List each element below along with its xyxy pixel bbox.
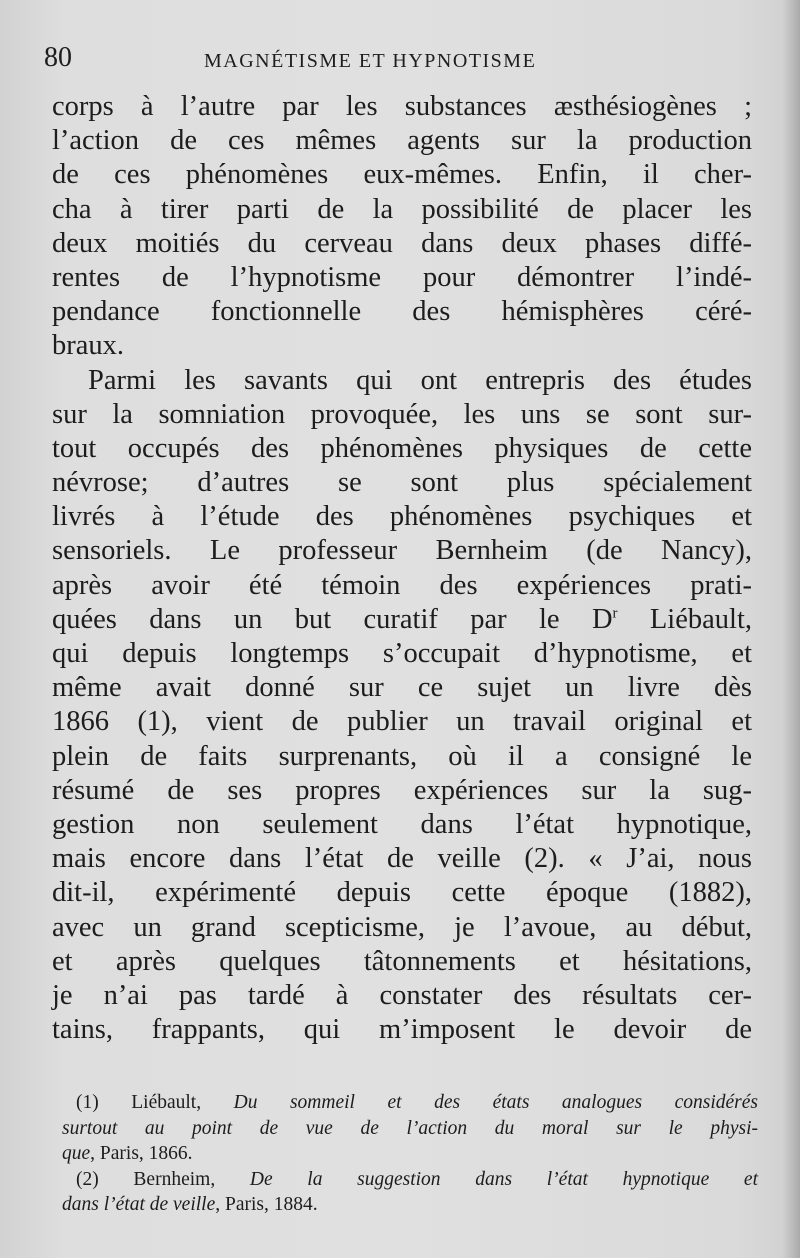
footnote-1-line: [62, 1090, 758, 1116]
text-line: avec un grand scepticisme, je l’avoue, au début,: [52, 911, 752, 943]
superscript: r: [612, 605, 618, 622]
text-line: névrose; d’autres se sont plus spécialement: [52, 467, 752, 499]
footnote-1-line: [62, 1141, 758, 1167]
footnote-title: que: [62, 1143, 91, 1164]
footnote-title: De la suggestion dans l’état hypnotique et: [249, 1168, 758, 1190]
footnote-title: surtout au point de vue de l’action du moral sur le physi-: [62, 1117, 758, 1139]
text-line: qui depuis longtemps s’occupait d’hypnotisme, et: [52, 638, 752, 669]
text-segment: quées dans un but curatif par le D: [52, 603, 613, 635]
text-line: résumé de ses propres expériences sur la sug-: [52, 774, 752, 806]
text-line: sur la somniation provoquée, les uns se sont sur-: [52, 398, 752, 430]
text-line: je n’ai pas tardé à constater des résultats cer-: [52, 979, 752, 1011]
running-title: MAGNÉTISME ET HYPNOTISME: [204, 50, 537, 72]
footnote-1-line: [62, 1116, 758, 1142]
footnote-2-line: [62, 1167, 758, 1193]
text-line: même avait donné sur ce sujet un livre dès: [52, 672, 752, 704]
text-line: gestion non seulement dans l’état hypnotique,: [52, 808, 752, 840]
paragraph-start-line: Parmi les savants qui ont entrepris des études: [88, 364, 752, 396]
text-line: tout occupés des phénomènes physiques de cette: [52, 432, 752, 464]
text-line: plein de faits surprenants, où il a consigné le: [52, 740, 752, 772]
text-line: livrés à l’étude des phénomènes psychiques et: [52, 501, 752, 533]
footnotes: [62, 1090, 758, 1218]
text-line: pendance fonctionnelle des hémisphères céré-: [52, 296, 752, 328]
text-segment: Liébault,: [617, 603, 752, 635]
body-text: [52, 90, 752, 1047]
footnote-source: , Paris, 1884.: [215, 1194, 318, 1215]
text-line-with-superscript: [52, 603, 752, 637]
footnote-2-line: [62, 1192, 758, 1218]
page-number: 80: [44, 42, 72, 73]
text-line: 1866 (1), vient de publier un travail original et: [52, 706, 752, 738]
text-line: cha à tirer parti de la possibilité de placer les: [52, 193, 752, 225]
footnote-marker: (2) Bernheim,: [76, 1168, 250, 1190]
running-head: [44, 38, 754, 78]
footnote-source: , Paris, 1866.: [90, 1143, 193, 1164]
footnote-title: dans l’état de veille: [62, 1194, 216, 1215]
text-line: l’action de ces mêmes agents sur la production: [52, 125, 752, 157]
text-line: mais encore dans l’état de veille (2). « J’ai, nous: [52, 843, 752, 875]
text-line: de ces phénomènes eux-mêmes. Enfin, il cher-: [52, 159, 752, 191]
footnote-title: Du sommeil et des états analogues considérés: [233, 1092, 758, 1113]
text-line: corps à l’autre par les substances æsthésiogènes ;: [52, 91, 752, 122]
text-line: dit-il, expérimenté depuis cette époque (1882),: [52, 877, 752, 909]
footnote-marker: (1) Liébault,: [76, 1092, 234, 1113]
text-line: rentes de l’hypnotisme pour démontrer l’indé-: [52, 261, 752, 293]
page-edge-shadow: [782, 0, 800, 1258]
text-line: deux moitiés du cerveau dans deux phases diffé-: [52, 227, 752, 259]
text-line: après avoir été témoin des expériences prati-: [52, 569, 752, 601]
text-line: tains, frappants, qui m’imposent le devoir de: [52, 1014, 752, 1046]
text-line: sensoriels. Le professeur Bernheim (de Nancy),: [52, 535, 752, 567]
text-line: braux.: [52, 330, 125, 362]
text-line: et après quelques tâtonnements et hésitations,: [52, 945, 752, 977]
